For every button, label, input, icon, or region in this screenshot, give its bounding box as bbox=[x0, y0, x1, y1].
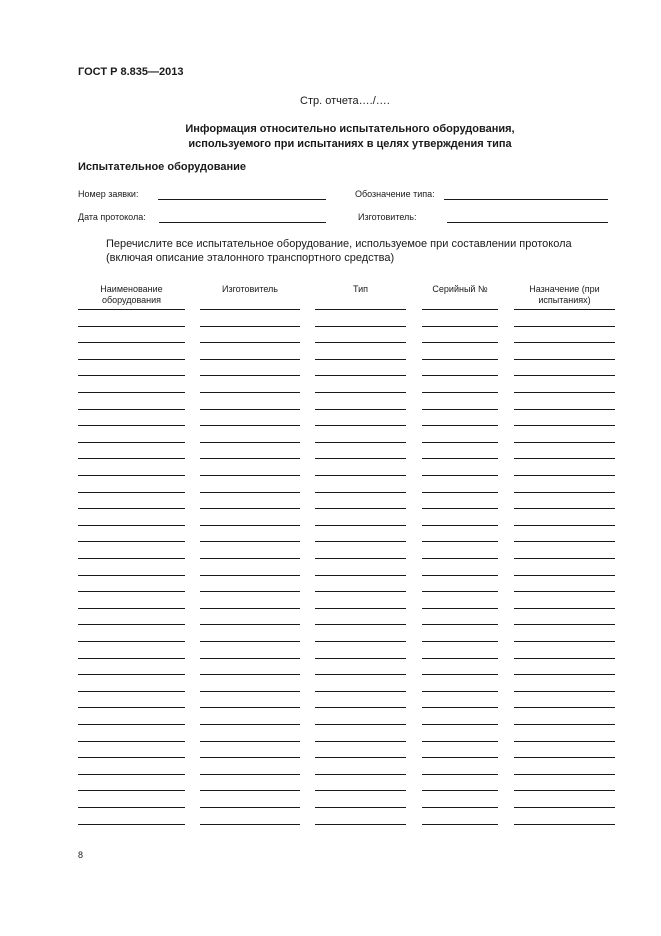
table-entry-line[interactable] bbox=[422, 475, 498, 476]
table-entry-line[interactable] bbox=[78, 508, 185, 509]
table-entry-line[interactable] bbox=[200, 774, 300, 775]
table-entry-line[interactable] bbox=[315, 741, 406, 742]
table-entry-line[interactable] bbox=[514, 724, 615, 725]
table-entry-line[interactable] bbox=[78, 624, 185, 625]
table-entry-line[interactable] bbox=[514, 442, 615, 443]
table-entry-line[interactable] bbox=[422, 790, 498, 791]
page-number: 8 bbox=[78, 850, 84, 860]
table-entry-line[interactable] bbox=[514, 824, 615, 825]
table-entry-line[interactable] bbox=[514, 359, 615, 360]
table-entry-line[interactable] bbox=[422, 591, 498, 592]
table-entry-line[interactable] bbox=[514, 326, 615, 327]
table-entry-line[interactable] bbox=[78, 375, 185, 376]
table-entry-line[interactable] bbox=[78, 541, 185, 542]
table-entry-line[interactable] bbox=[200, 525, 300, 526]
table-entry-line[interactable] bbox=[422, 541, 498, 542]
table-entry-line[interactable] bbox=[315, 558, 406, 559]
table-entry-line[interactable] bbox=[200, 824, 300, 825]
table-entry-line[interactable] bbox=[422, 409, 498, 410]
table-entry-line[interactable] bbox=[200, 724, 300, 725]
table-entry-line[interactable] bbox=[315, 375, 406, 376]
application-number-blank[interactable] bbox=[158, 199, 326, 200]
table-entry-line[interactable] bbox=[200, 442, 300, 443]
table-entry-line[interactable] bbox=[514, 492, 615, 493]
table-entry-line[interactable] bbox=[200, 707, 300, 708]
table-entry-line[interactable] bbox=[422, 624, 498, 625]
table-entry-line[interactable] bbox=[422, 359, 498, 360]
table-entry-line[interactable] bbox=[514, 375, 615, 376]
table-entry-line[interactable] bbox=[200, 641, 300, 642]
table-entry-line[interactable] bbox=[315, 342, 406, 343]
table-entry-line[interactable] bbox=[315, 658, 406, 659]
table-entry-line[interactable] bbox=[200, 392, 300, 393]
type-designation-blank[interactable] bbox=[444, 199, 608, 200]
table-entry-line[interactable] bbox=[315, 359, 406, 360]
table-entry-line[interactable] bbox=[200, 492, 300, 493]
table-entry-line[interactable] bbox=[514, 458, 615, 459]
document-title-line-1: Информация относительно испытательного оборудования, bbox=[185, 123, 515, 135]
table-entry-line[interactable] bbox=[315, 442, 406, 443]
table-entry-line[interactable] bbox=[422, 326, 498, 327]
table-entry-line[interactable] bbox=[422, 425, 498, 426]
report-page-reference: Стр. отчета…./…. bbox=[300, 95, 390, 107]
table-entry-line[interactable] bbox=[315, 425, 406, 426]
table-entry-line[interactable] bbox=[315, 409, 406, 410]
standard-designation: ГОСТ Р 8.835—2013 bbox=[78, 66, 184, 78]
table-entry-line[interactable] bbox=[514, 707, 615, 708]
table-entry-line[interactable] bbox=[200, 757, 300, 758]
table-entry-line[interactable] bbox=[78, 691, 185, 692]
table-entry-line[interactable] bbox=[78, 326, 185, 327]
table-entry-line[interactable] bbox=[514, 392, 615, 393]
table-entry-line[interactable] bbox=[514, 409, 615, 410]
table-entry-line[interactable] bbox=[200, 409, 300, 410]
protocol-date-label: Дата протокола: bbox=[78, 212, 146, 222]
table-entry-line[interactable] bbox=[514, 641, 615, 642]
table-entry-line[interactable] bbox=[200, 558, 300, 559]
table-entry-line[interactable] bbox=[78, 757, 185, 758]
table-entry-line[interactable] bbox=[514, 608, 615, 609]
column-header-type: Тип bbox=[352, 284, 368, 294]
table-entry-line[interactable] bbox=[315, 575, 406, 576]
table-entry-line[interactable] bbox=[422, 608, 498, 609]
type-designation-label: Обозначение типа: bbox=[355, 189, 435, 199]
column-header-serial-number: Серийный № bbox=[432, 284, 488, 294]
table-entry-line[interactable] bbox=[422, 641, 498, 642]
table-entry-line[interactable] bbox=[422, 558, 498, 559]
table-entry-line[interactable] bbox=[315, 824, 406, 825]
table-entry-line[interactable] bbox=[200, 624, 300, 625]
table-entry-line[interactable] bbox=[422, 392, 498, 393]
table-entry-line[interactable] bbox=[422, 741, 498, 742]
table-entry-line[interactable] bbox=[315, 641, 406, 642]
table-entry-line[interactable] bbox=[78, 458, 185, 459]
manufacturer-label: Изготовитель: bbox=[358, 212, 417, 222]
table-entry-line[interactable] bbox=[200, 790, 300, 791]
table-entry-line[interactable] bbox=[78, 359, 185, 360]
table-entry-line[interactable] bbox=[422, 691, 498, 692]
table-entry-line[interactable] bbox=[200, 475, 300, 476]
table-entry-line[interactable] bbox=[514, 425, 615, 426]
table-entry-line[interactable] bbox=[514, 658, 615, 659]
table-entry-line[interactable] bbox=[514, 342, 615, 343]
table-entry-line[interactable] bbox=[78, 409, 185, 410]
table-entry-line[interactable] bbox=[78, 525, 185, 526]
table-entry-line[interactable] bbox=[422, 674, 498, 675]
table-entry-line[interactable] bbox=[200, 359, 300, 360]
table-entry-line[interactable] bbox=[315, 624, 406, 625]
manufacturer-blank[interactable] bbox=[447, 222, 608, 223]
table-entry-line[interactable] bbox=[514, 691, 615, 692]
table-entry-line[interactable] bbox=[200, 309, 300, 310]
table-entry-line[interactable] bbox=[78, 774, 185, 775]
table-entry-line[interactable] bbox=[78, 807, 185, 808]
table-entry-line[interactable] bbox=[315, 674, 406, 675]
table-entry-line[interactable] bbox=[78, 492, 185, 493]
table-entry-line[interactable] bbox=[200, 326, 300, 327]
table-entry-line[interactable] bbox=[422, 707, 498, 708]
table-entry-line[interactable] bbox=[315, 458, 406, 459]
table-entry-line[interactable] bbox=[514, 525, 615, 526]
table-entry-line[interactable] bbox=[315, 326, 406, 327]
table-entry-line[interactable] bbox=[200, 741, 300, 742]
column-header-purpose: Назначение (при испытаниях) bbox=[529, 284, 600, 305]
table-entry-line[interactable] bbox=[315, 608, 406, 609]
table-entry-line[interactable] bbox=[422, 807, 498, 808]
table-entry-line[interactable] bbox=[78, 658, 185, 659]
table-entry-line[interactable] bbox=[78, 824, 185, 825]
table-entry-line[interactable] bbox=[315, 492, 406, 493]
table-entry-line[interactable] bbox=[200, 508, 300, 509]
table-entry-line[interactable] bbox=[422, 757, 498, 758]
table-entry-line[interactable] bbox=[514, 807, 615, 808]
table-entry-line[interactable] bbox=[514, 591, 615, 592]
table-entry-line[interactable] bbox=[315, 475, 406, 476]
table-entry-line[interactable] bbox=[315, 790, 406, 791]
table-entry-line[interactable] bbox=[514, 674, 615, 675]
table-entry-line[interactable] bbox=[315, 774, 406, 775]
table-entry-line[interactable] bbox=[78, 641, 185, 642]
table-entry-line[interactable] bbox=[200, 691, 300, 692]
table-entry-line[interactable] bbox=[200, 458, 300, 459]
table-entry-line[interactable] bbox=[78, 575, 185, 576]
table-entry-line[interactable] bbox=[78, 724, 185, 725]
table-entry-line[interactable] bbox=[422, 492, 498, 493]
table-entry-line[interactable] bbox=[78, 392, 185, 393]
document-title-line-2: используемого при испытаниях в целях утверждения типа bbox=[188, 138, 512, 150]
table-entry-line[interactable] bbox=[78, 475, 185, 476]
table-entry-line[interactable] bbox=[78, 674, 185, 675]
table-entry-line[interactable] bbox=[200, 425, 300, 426]
table-entry-line[interactable] bbox=[315, 807, 406, 808]
table-entry-line[interactable] bbox=[422, 458, 498, 459]
table-entry-line[interactable] bbox=[514, 774, 615, 775]
table-entry-line[interactable] bbox=[422, 575, 498, 576]
table-entry-line[interactable] bbox=[422, 658, 498, 659]
table-entry-line[interactable] bbox=[422, 375, 498, 376]
table-entry-line[interactable] bbox=[514, 575, 615, 576]
table-entry-line[interactable] bbox=[200, 575, 300, 576]
table-entry-line[interactable] bbox=[200, 591, 300, 592]
table-entry-line[interactable] bbox=[78, 608, 185, 609]
table-entry-line[interactable] bbox=[514, 309, 615, 310]
table-entry-line[interactable] bbox=[78, 425, 185, 426]
instruction-line-2: (включая описание эталонного транспортного средства) bbox=[106, 252, 395, 264]
table-entry-line[interactable] bbox=[315, 757, 406, 758]
table-entry-line[interactable] bbox=[514, 624, 615, 625]
table-entry-line[interactable] bbox=[422, 342, 498, 343]
table-entry-line[interactable] bbox=[315, 508, 406, 509]
table-entry-line[interactable] bbox=[514, 790, 615, 791]
table-entry-line[interactable] bbox=[422, 525, 498, 526]
table-entry-line[interactable] bbox=[200, 541, 300, 542]
table-entry-line[interactable] bbox=[514, 741, 615, 742]
column-header-manufacturer: Изготовитель bbox=[222, 284, 278, 294]
table-entry-line[interactable] bbox=[200, 342, 300, 343]
table-entry-line[interactable] bbox=[315, 707, 406, 708]
table-entry-line[interactable] bbox=[514, 541, 615, 542]
table-entry-line[interactable] bbox=[315, 541, 406, 542]
table-entry-line[interactable] bbox=[315, 525, 406, 526]
table-entry-line[interactable] bbox=[422, 724, 498, 725]
column-header-equipment-name: Наименование оборудования bbox=[100, 284, 163, 305]
table-entry-line[interactable] bbox=[422, 824, 498, 825]
section-title: Испытательное оборудование bbox=[78, 161, 246, 173]
table-entry-line[interactable] bbox=[422, 442, 498, 443]
table-entry-line[interactable] bbox=[200, 375, 300, 376]
table-entry-line[interactable] bbox=[422, 774, 498, 775]
table-entry-line[interactable] bbox=[78, 309, 185, 310]
protocol-date-blank[interactable] bbox=[159, 222, 326, 223]
application-number-label: Номер заявки: bbox=[78, 189, 139, 199]
table-entry-line[interactable] bbox=[514, 558, 615, 559]
table-entry-line[interactable] bbox=[422, 508, 498, 509]
table-entry-line[interactable] bbox=[200, 608, 300, 609]
table-entry-line[interactable] bbox=[514, 508, 615, 509]
table-entry-line[interactable] bbox=[422, 309, 498, 310]
table-entry-line[interactable] bbox=[200, 807, 300, 808]
table-entry-line[interactable] bbox=[315, 591, 406, 592]
table-entry-line[interactable] bbox=[315, 724, 406, 725]
table-entry-line[interactable] bbox=[514, 475, 615, 476]
table-entry-line[interactable] bbox=[78, 591, 185, 592]
table-entry-line[interactable] bbox=[315, 392, 406, 393]
table-entry-line[interactable] bbox=[315, 691, 406, 692]
table-entry-line[interactable] bbox=[200, 674, 300, 675]
table-entry-line[interactable] bbox=[514, 757, 615, 758]
table-entry-line[interactable] bbox=[315, 309, 406, 310]
table-entry-line[interactable] bbox=[78, 442, 185, 443]
instruction-line-1: Перечислите все испытательное оборудование, используемое при составлении протокола bbox=[106, 238, 572, 250]
table-entry-line[interactable] bbox=[200, 658, 300, 659]
table-entry-line[interactable] bbox=[78, 342, 185, 343]
table-entry-line[interactable] bbox=[78, 707, 185, 708]
table-entry-line[interactable] bbox=[78, 558, 185, 559]
table-entry-line[interactable] bbox=[78, 741, 185, 742]
table-entry-line[interactable] bbox=[78, 790, 185, 791]
